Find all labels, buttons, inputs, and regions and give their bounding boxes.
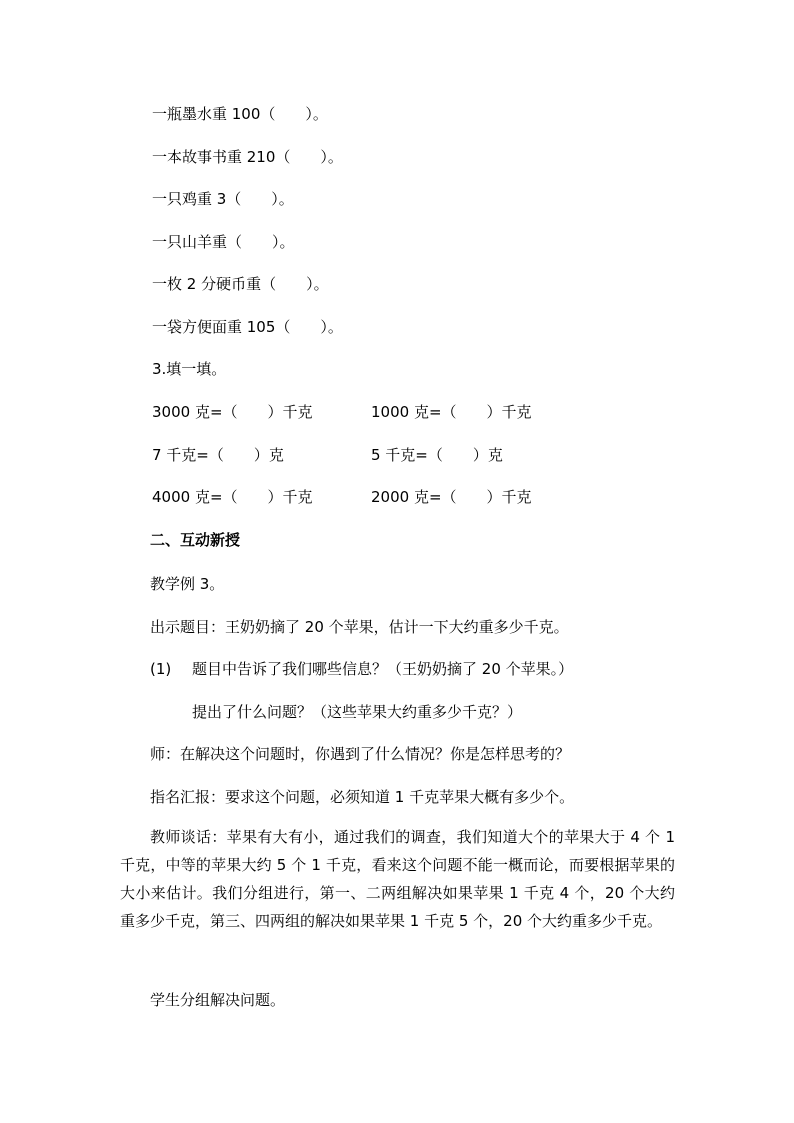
exercise-cell: 5 千克=（ ）克 — [371, 446, 503, 464]
exercise-cell: 2000 克=（ ）千克 — [371, 488, 532, 506]
exercise-cell: 1000 克=（ ）千克 — [371, 403, 532, 421]
question-text: 题目中告诉了我们哪些信息？（王奶奶摘了 20 个苹果。） — [192, 660, 574, 678]
problem-statement: 出示题目：王奶奶摘了 20 个苹果，估计一下大约重多少千克。 — [150, 618, 569, 636]
section-heading: 二、互动新授 — [150, 531, 241, 549]
student-report: 指名汇报：要求这个问题，必须知道 1 千克苹果大概有多少个。 — [150, 788, 575, 806]
list-item: 一本故事书重 210（ ）。 — [152, 148, 343, 166]
list-item: 一瓶墨水重 100（ ）。 — [152, 105, 328, 123]
exercise-cell: 4000 克=（ ）千克 — [152, 488, 313, 506]
exercise-cell: 7 千克=（ ）克 — [152, 446, 284, 464]
list-item: 一只鸡重 3（ ）。 — [152, 190, 294, 208]
list-item: 一枚 2 分硬币重（ ）。 — [152, 275, 329, 293]
question-followup: 提出了什么问题？（这些苹果大约重多少千克？） — [192, 703, 523, 721]
question-number: (1) — [150, 660, 172, 678]
exercise-cell: 3000 克=（ ）千克 — [152, 403, 313, 421]
exercise-heading: 3.填一填。 — [152, 360, 227, 378]
teacher-talk-paragraph: 教师谈话：苹果有大有小，通过我们的调查，我们知道大个的苹果大于 4 个 1 千克，中等的苹果大约 5 个 1 千克，看来这个问题不能一概而论，而要根据苹果的大小来估计。我们分组进行，第一、二两组解决如果苹果 1 千克 4 个，20 个大约重多少千克，第三、四两组的解决如果苹果 1 千克 5 个，20 个大约重多少千克。 — [120, 828, 675, 930]
list-item: 一袋方便面重 105（ ）。 — [152, 318, 343, 336]
teacher-question: 师：在解决这个问题时，你遇到了什么情况？你是怎样思考的？ — [150, 745, 571, 763]
student-activity: 学生分组解决问题。 — [150, 991, 286, 1009]
example-label: 教学例 3。 — [150, 575, 225, 593]
list-item: 一只山羊重（ ）。 — [152, 233, 295, 251]
